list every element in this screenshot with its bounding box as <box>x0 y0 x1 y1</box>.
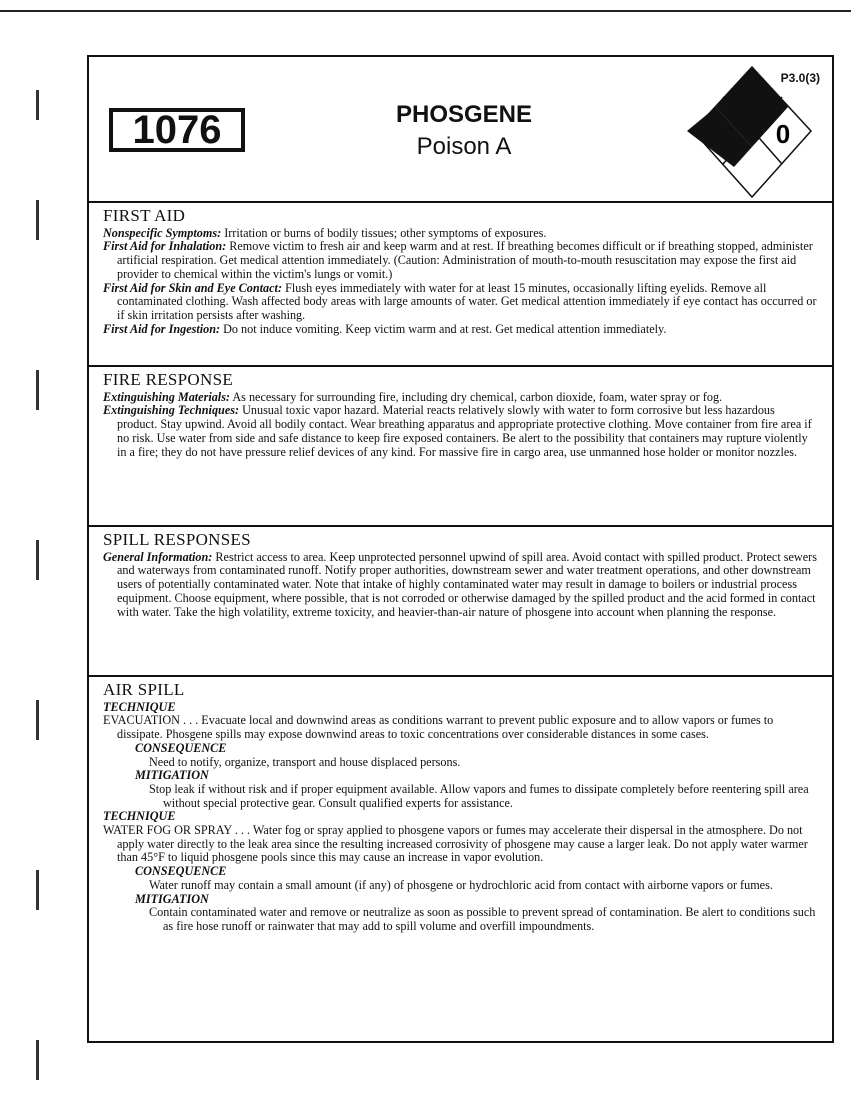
consequence-heading: CONSEQUENCE <box>135 864 227 879</box>
section-heading: FIRE RESPONSE <box>103 370 234 389</box>
consequence-heading: CONSEQUENCE <box>135 740 227 755</box>
paragraph: EVACUATION . . . Evacuate local and downwind areas as conditions warrant to prevent public exposure and to allow vapors or fumes to dissipate. Phosgene spills may expose downwind areas to toxic concentrations over considerable distances in some cases. <box>103 713 774 742</box>
paragraph: General Information: Restrict access to area. Keep unprotected personnel upwind of spill area. Avoid contact with spilled product. Protect sewers and waterways from contaminated runoff. Notify proper authorities, downstream sewer and water treatment operations, and other downstream users of potentially contaminated water. Note that intake of highly contaminated water may result in damage to boilers or industrial process equipment. Choose equipment, where possible, that is not corroded or otherwise damaged by the spilled product and the acid formed in contact with water. Take the high volatility, extreme toxicity, and heavier-than-air nature of phosgene into account when planning the response. <box>103 549 817 619</box>
mitigation-heading: MITIGATION <box>135 891 209 906</box>
mitigation-heading: MITIGATION <box>135 768 209 783</box>
section-heading: FIRST AID <box>103 206 186 225</box>
spill-responses-section <box>89 527 832 677</box>
hazard-class: Poison A <box>416 133 512 160</box>
paragraph: Need to notify, organize, transport and house displaced persons. <box>149 754 461 769</box>
header <box>89 57 832 203</box>
binder-mark <box>36 370 39 410</box>
technique-heading: TECHNIQUE <box>103 809 176 824</box>
paragraph: Extinguishing Materials: As necessary for surrounding fire, including dry chemical, carbon dioxide, foam, water spray or fog. <box>103 389 723 404</box>
paragraph: WATER FOG OR SPRAY . . . Water fog or spray applied to phosgene vapors or fumes may accelerate their dispersal in the atmosphere. Do not apply water directly to the leak area since the resulting increased corrosivity of phosgene may cause a larger leak. Do not apply water warmer than 45°F to liquid phosgene pools since this may cause an increase in vapor evolution. <box>103 823 808 865</box>
binder-mark <box>36 90 39 120</box>
guide-code: P3.0(3) <box>780 71 820 85</box>
scan-top-edge <box>0 10 851 12</box>
section-heading: SPILL RESPONSES <box>103 530 251 549</box>
binder-mark <box>36 200 39 240</box>
binder-mark <box>36 1040 39 1080</box>
paragraph: Contain contaminated water and remove or neutralize as soon as possible to prevent spread of contamination. Be alert to conditions such as fire hose runoff or rainwater that may add to spill volume and overfill impoundments. <box>149 905 816 933</box>
chemical-name: PHOSGENE <box>395 101 533 128</box>
fire-response-section <box>89 367 832 527</box>
technique-heading: TECHNIQUE <box>103 699 176 714</box>
reactivity-rating: 0 <box>775 119 791 149</box>
paragraph: Extinguishing Techniques: Unusual toxic vapor hazard. Material reacts relatively slowly with water to form corrosive but less hazardous product. Stay upwind. Avoid all bodily contact. Wear breathing apparatus and appropriate protective clothing. Move container from fire area if no risk. Use water from side and safe distance to keep fire exposed containers. Be alert to the possibility that containers may rupture violently in a fire; they do not have pressure relief devices of any kind. For massive fire in cargo area, use unmanned hose holder or monitor nozzles. <box>103 403 812 459</box>
paragraph: First Aid for Inhalation: Remove victim to fresh air and keep warm and at rest. If breathing becomes difficult or if breathing stopped, administer artificial respiration. Get medical attention immediately. (Caution: Administration of mouth-to-mouth resuscitation may expose the first aid provider to chemical within the victim's lungs or vomit.) <box>103 239 813 281</box>
paragraph: Water runoff may contain a small amount (if any) of phosgene or hydrochloric acid from contact with airborne vapors or fumes. <box>149 877 773 892</box>
paragraph: Nonspecific Symptoms: Irritation or burns of bodily tissues; other symptoms of exposures. <box>103 225 547 240</box>
paragraph: First Aid for Skin and Eye Contact: Flush eyes immediately with water for at least 15 minutes, occasionally lifting eyelids. Remove all contaminated clothing. Wash affected body areas with large amounts of water. Get medical attention immediately if eye contact has occurred or if skin irritation persists after washing. <box>103 280 817 322</box>
paragraph: Stop leak if without risk and if proper equipment available. Allow vapors and fumes to dissipate completely before reentering spill area without special protective gear. Consult qualified experts for assistance. <box>149 781 809 810</box>
section-heading: AIR SPILL <box>103 680 185 699</box>
air-spill-section <box>89 677 832 1043</box>
binder-mark <box>36 870 39 910</box>
first-aid-section <box>89 203 832 367</box>
binder-mark <box>36 700 39 740</box>
un-id-number: 1076 <box>109 108 245 152</box>
paragraph: First Aid for Ingestion: Do not induce vomiting. Keep victim warm and at rest. Get medical attention immediately. <box>103 321 667 336</box>
guide-frame <box>87 55 834 1043</box>
binder-mark <box>36 540 39 580</box>
